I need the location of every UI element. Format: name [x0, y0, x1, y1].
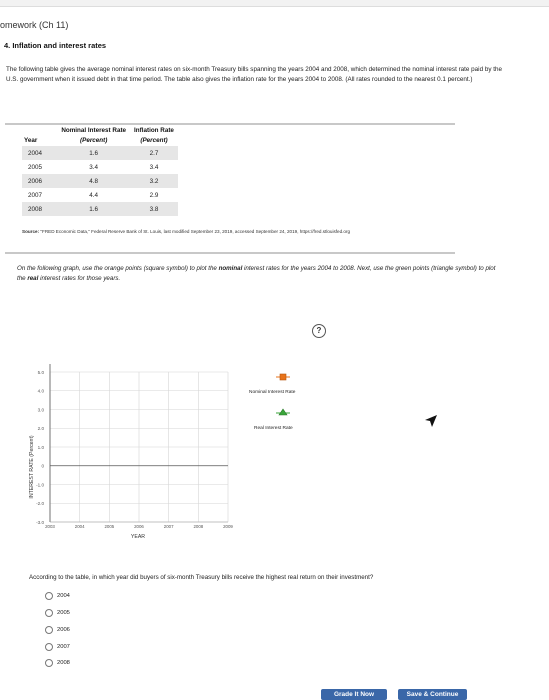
y-tick-label: 5.0 [37, 369, 44, 375]
table-top-rule [5, 123, 455, 125]
y-tick-label: -3.0 [36, 519, 44, 525]
browser-top-strip [0, 0, 549, 7]
cell-inflation: 3.2 [130, 174, 178, 188]
answer-question-text: According to the table, in which year did buyers of six-month Treasury bills receive the highest real return on their investment? [29, 574, 374, 581]
cell-nominal: 1.6 [57, 146, 130, 160]
cell-inflation: 3.4 [149, 163, 159, 171]
table-row [22, 202, 178, 216]
y-axis-label: INTEREST RATE (Percent) [29, 435, 35, 499]
x-tick-label: 2004 [74, 524, 85, 529]
breadcrumb[interactable]: omework (Ch 11) [0, 20, 69, 30]
header-inflation: Inflation Rate [134, 127, 174, 134]
y-tick-label: 0 [41, 463, 44, 469]
cell-nominal: 1.6 [57, 202, 130, 216]
option-label: 2005 [57, 610, 70, 616]
table-bottom-rule [5, 252, 455, 254]
instr-nominal-word: nominal [218, 265, 243, 272]
y-tick-labels [36, 370, 44, 525]
x-tick-label: 2005 [104, 524, 115, 529]
table-row [22, 188, 178, 202]
instr-middle: interest rates for the years 2004 to 2008. Next, use the green points (triangle symbol) to plot the [17, 265, 496, 282]
y-tick-label: 2.0 [37, 426, 44, 432]
y-tick-label: 4.0 [37, 388, 44, 394]
cell-year: 2004 [22, 146, 57, 160]
radio-button[interactable] [45, 659, 53, 667]
instr-prefix: On the following graph, use the orange points (square symbol) to plot the [17, 265, 219, 272]
x-tick-labels [45, 524, 233, 529]
instr-real-word: real [27, 275, 39, 282]
question-title: 4. Inflation and interest rates [4, 41, 107, 50]
radio-button[interactable] [45, 626, 53, 634]
y-tick-label: 1.0 [37, 444, 44, 450]
source-text: "FRED Economic Data," Federal Reserve Bank of St. Louis, last modified September 23, 2019, accessed September 24, 2019, https://fred.stlouisfed.org [40, 229, 351, 234]
graph-instructions [17, 264, 497, 284]
cell-inflation: 2.7 [130, 146, 178, 160]
radio-button[interactable] [45, 592, 53, 600]
x-tick-label: 2008 [193, 524, 204, 529]
x-tick-label: 2003 [45, 524, 55, 529]
y-tick-label: -2.0 [36, 501, 44, 507]
cell-nominal: 4.8 [57, 174, 130, 188]
cell-nominal: 4.4 [89, 191, 99, 199]
cell-year: 2007 [28, 191, 43, 199]
option-2008[interactable] [45, 659, 70, 667]
cell-year: 2006 [22, 174, 57, 188]
header-nominal: Nominal Interest Rate [61, 127, 127, 134]
cell-nominal: 3.4 [89, 163, 99, 171]
y-tick-label: 3.0 [37, 407, 44, 413]
option-label: 2007 [57, 644, 70, 650]
grade-it-now-button[interactable]: Grade It Now [321, 689, 387, 700]
option-2007[interactable] [45, 643, 70, 651]
option-label: 2006 [57, 627, 70, 633]
table-row [22, 174, 178, 188]
cell-inflation: 3.8 [130, 202, 178, 216]
save-and-continue-button[interactable]: Save & Continue [398, 689, 467, 700]
cell-year: 2008 [22, 202, 57, 216]
source-label: Source: [22, 229, 40, 234]
option-2006[interactable] [45, 626, 70, 634]
question-intro: The following table gives the average nominal interest rates on six-month Treasury bills spanning the years 2004 and 2008, which determined the nominal interest rate paid by the U.S. government when it issued debt in that time period. The table also gives the inflation rate for the years 2004 to 2008. (All rates rounded to the nearest 0.1 percent.) [6, 66, 502, 83]
x-axis-label: YEAR [130, 534, 146, 540]
option-label: 2008 [57, 660, 70, 666]
radio-button[interactable] [45, 609, 53, 617]
x-tick-label: 2009 [223, 524, 233, 529]
option-2005[interactable] [45, 609, 70, 617]
cell-year: 2005 [28, 163, 43, 171]
cell-inflation: 2.9 [149, 191, 159, 199]
help-icon[interactable]: ? [312, 324, 326, 338]
real-legend-label: Real Interest Rate [254, 426, 293, 431]
table-row [22, 146, 178, 160]
interest-rate-table [22, 126, 178, 216]
option-2004[interactable] [45, 592, 70, 600]
radio-button[interactable] [45, 643, 53, 651]
nominal-legend-label: Nominal Interest Rate [249, 390, 296, 395]
header-nominal-unit: (Percent) [80, 137, 108, 144]
x-tick-label: 2007 [163, 524, 174, 529]
header-inflation-unit: (Percent) [140, 137, 168, 144]
instr-suffix: interest rates for those years. [38, 275, 121, 282]
x-tick-label: 2006 [134, 524, 144, 529]
nominal-legend-square-icon[interactable] [275, 372, 291, 382]
graph-grid [50, 372, 228, 522]
table-row [22, 160, 178, 174]
option-label: 2004 [57, 593, 70, 599]
mouse-cursor-icon [424, 414, 438, 428]
table-source [22, 229, 350, 234]
real-legend-triangle-icon[interactable] [275, 407, 291, 417]
header-year: Year [24, 137, 38, 144]
y-tick-label: -1.0 [36, 482, 44, 488]
